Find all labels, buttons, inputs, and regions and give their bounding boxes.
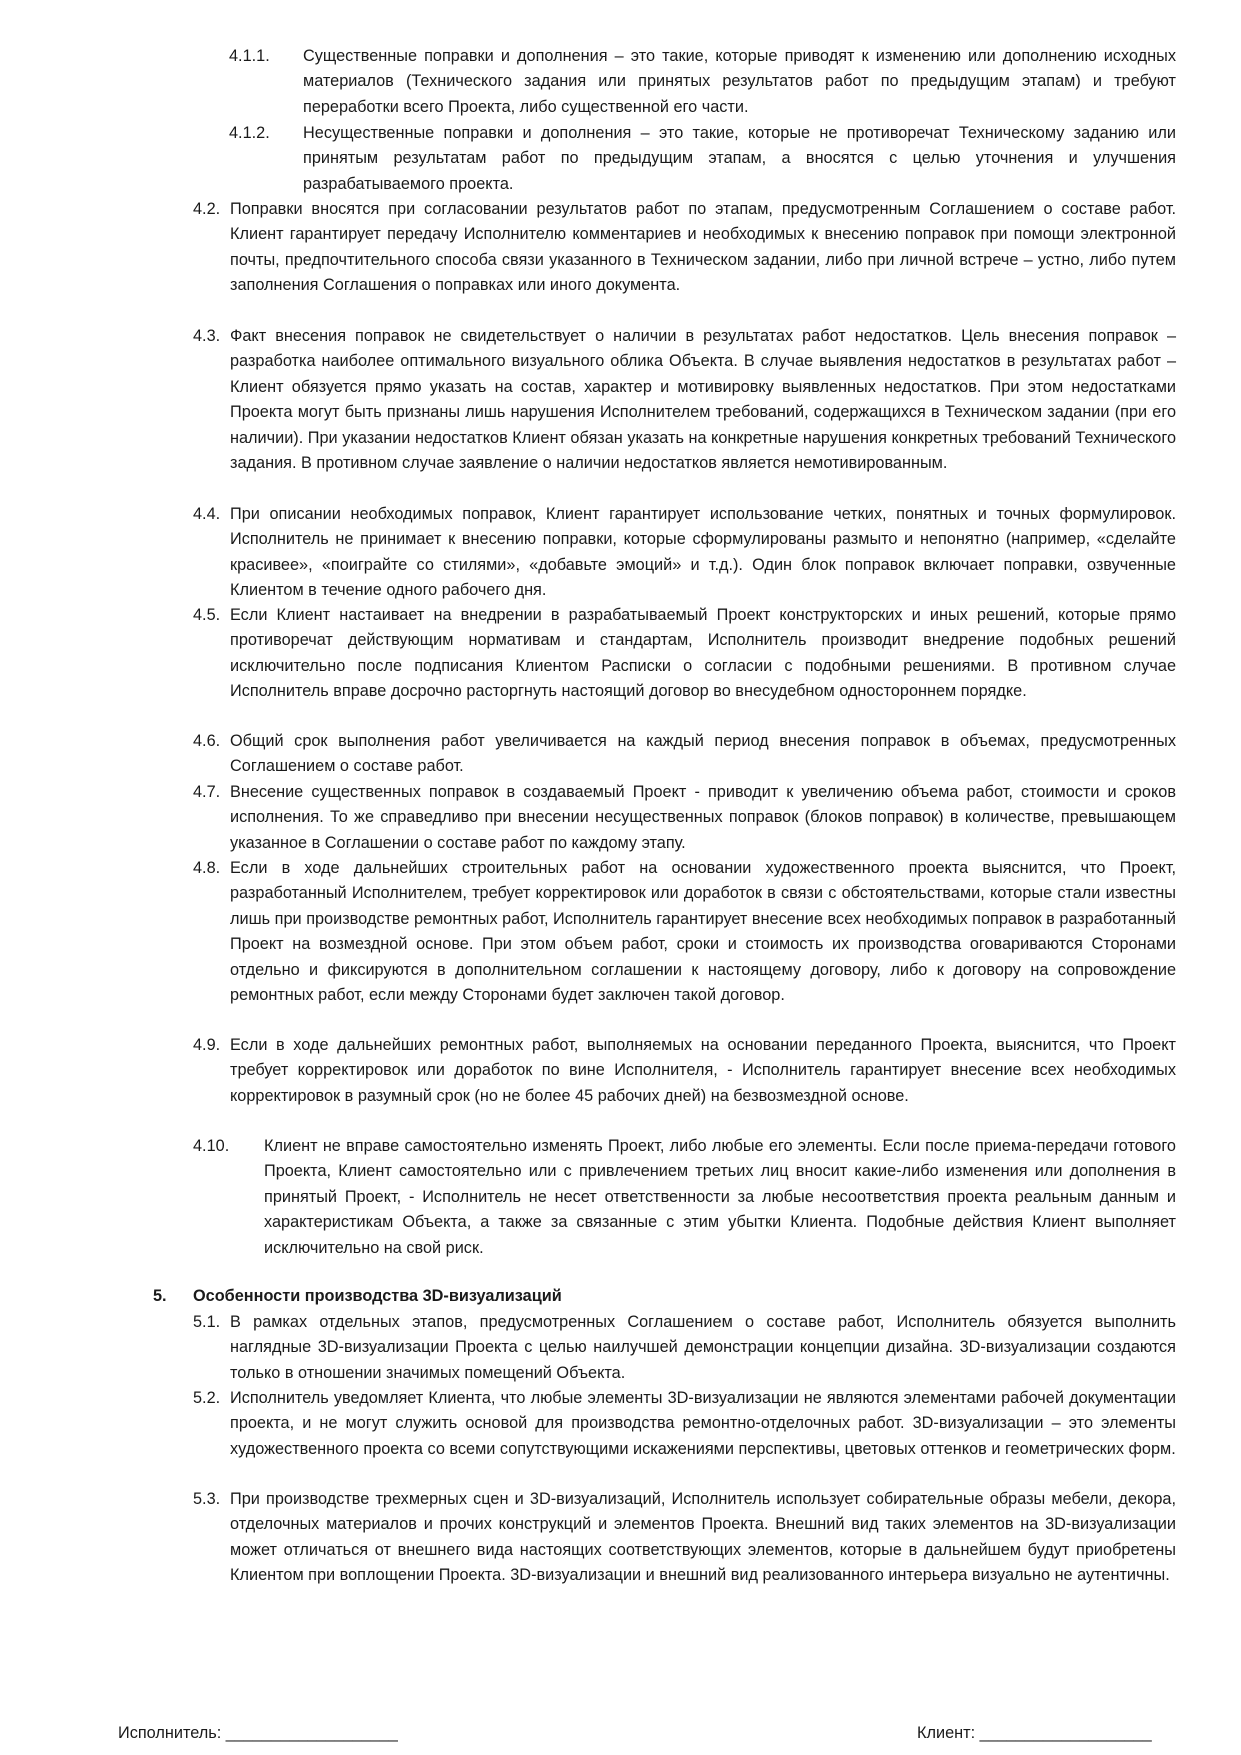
clause-number: 4.8. (193, 859, 221, 877)
section-title: Особенности производства 3D-визуализаций (193, 1287, 562, 1305)
clause-text: Исполнитель уведомляет Клиента, что любые элементы 3D-визуализации не являются элементами рабочей документации проекта, и не могут служить основой для производства ремонтно-отделочных работ. 3D-визуализации – это элементы художественного проекта со всеми сопутствующими искажениями перспективы, цветовых оттенков и геометрических форм. (230, 1389, 1176, 1458)
clause-number: 4.5. (193, 606, 221, 624)
clause-text: Клиент не вправе самостоятельно изменять Проект, либо любые его элементы. Если после приема-передачи готового Проекта, Клиент самостоятельно или с привлечением третьих лиц вносит какие-либо изменения или дополнения в принятый Проект, - Исполнитель не несет ответственности за любые несоответствия проекта реальным данным и характеристикам Объекта, а также за связанные с этим убытки Клиента. Подобные действия Клиент выполняет исключительно на свой риск. (264, 1137, 1176, 1257)
clause-text: При описании необходимых поправок, Клиент гарантирует использование четких, понятных и точных формулировок. Исполнитель не принимает к внесению поправки, которые сформулированы размыто и непонятно (например, «сделайте красивее», «поиграйте со стилями», «добавьте эмоций» и т.д.). Один блок поправок включает поправки, озвученные Клиентом в течение одного рабочего дня. (230, 505, 1176, 600)
clause-number: 4.2. (193, 200, 221, 218)
clause-text: Общий срок выполнения работ увеличивается на каждый период внесения поправок в объемах, предусмотренных Соглашением о составе работ. (230, 732, 1176, 776)
clause-number: 4.9. (193, 1036, 221, 1054)
clause-4-2 (193, 197, 1176, 299)
clause-text: Если в ходе дальнейших ремонтных работ, выполняемых на основании переданного Проекта, выяснится, что Проект требует корректировок или доработок по вине Исполнителя, - Исполнитель гарантирует внесение всех необходимых корректировок в разумный срок (но не более 45 рабочих дней) на безвозмездной основе. (230, 1036, 1176, 1105)
clause-4-7 (193, 780, 1176, 856)
clause-4-1-2 (229, 121, 1176, 197)
clause-number: 4.3. (193, 327, 221, 345)
clause-5-3 (193, 1487, 1176, 1589)
clause-text: Факт внесения поправок не свидетельствует о наличии в результатах работ недостатков. Цель внесения поправок – разработка наиболее оптимального визуального облика Объекта. В случае выявления недостатков в результатах работ – Клиент обязуется прямо указать на состав, характер и мотивировку выявленных недостатков. При этом недостатками Проекта могут быть признаны лишь нарушения Исполнителем требований, содержащихся в Техническом задании (при его наличии). При указании недостатков Клиент обязан указать на конкретные нарушения конкретных требований Технического задания. В противном случае заявление о наличии недостатков является немотивированным. (230, 327, 1176, 473)
clause-number: 4.10. (193, 1137, 230, 1155)
section-5-heading (153, 1284, 562, 1309)
clause-4-4 (193, 502, 1176, 604)
clause-text: Если Клиент настаивает на внедрении в разрабатываемый Проект конструкторских и иных решений, которые прямо противоречат действующим нормативам и стандартам, Исполнитель производит внедрение подобных решений исключительно после подписания Клиентом Расписки о согласии с подобными решениями. В противном случае Исполнитель вправе досрочно расторгнуть настоящий договор во внесудебном одностороннем порядке. (230, 606, 1176, 701)
clause-text: Существенные поправки и дополнения – это такие, которые приводят к изменению или дополнению исходных материалов (Технического задания или принятых результатов работ по предыдущим этапам) и требуют переработки всего Проекта, либо существенной его части. (303, 47, 1176, 116)
clause-number: 5.3. (193, 1490, 221, 1508)
clause-number: 4.4. (193, 505, 221, 523)
clause-4-3 (193, 324, 1176, 476)
clause-number: 5.2. (193, 1389, 221, 1407)
clause-5-1 (193, 1310, 1176, 1386)
clause-4-6 (193, 729, 1176, 780)
client-signature-line: Клиент: ___________________ (917, 1724, 1152, 1742)
clause-4-8 (193, 856, 1176, 1008)
clause-4-5 (193, 603, 1176, 705)
clause-text: Несущественные поправки и дополнения – это такие, которые не противоречат Техническому заданию или принятым результатам работ по предыдущим этапам, а вносятся с целью уточнения и улучшения разрабатываемого проекта. (303, 124, 1176, 193)
clause-text: В рамках отдельных этапов, предусмотренных Соглашением о составе работ, Исполнитель обязуется выполнить наглядные 3D-визуализации Проекта с целью наилучшей демонстрации концепции дизайна. 3D-визуализации создаются только в отношении значимых помещений Объекта. (230, 1313, 1176, 1382)
clause-number: 4.6. (193, 732, 221, 750)
clause-4-1-1 (229, 44, 1176, 120)
executor-signature-line: Исполнитель: ___________________ (118, 1724, 398, 1742)
clause-text: Поправки вносятся при согласовании результатов работ по этапам, предусмотренным Соглашением о составе работ. Клиент гарантирует передачу Исполнителю комментариев и необходимых к внесению поправок при помощи электронной почты, предпочтительного способа связи указанного в Техническом задании, либо при личной встрече – устно, либо путем заполнения Соглашения о поправках или иного документа. (230, 200, 1176, 295)
clause-number: 4.1.2. (229, 124, 270, 142)
clause-text: Внесение существенных поправок в создаваемый Проект - приводит к увеличению объема работ, стоимости и сроков исполнения. То же справедливо при внесении несущественных поправок (блоков поправок) в количестве, превышающем указанное в Соглашении о составе работ по каждому этапу. (230, 783, 1176, 852)
clause-number: 4.7. (193, 783, 221, 801)
clause-text: При производстве трехмерных сцен и 3D-визуализаций, Исполнитель использует собирательные образы мебели, декора, отделочных материалов и прочих конструкций и элементов Проекта. Внешний вид таких элементов на 3D-визуализации может отличаться от внешнего вида настоящих соответствующих элементов, которые в дальнейшем будут приобретены Клиентом при воплощении Проекта. 3D-визуализации и внешний вид реализованного интерьера визуально не аутентичны. (230, 1490, 1176, 1585)
clause-4-9 (193, 1033, 1176, 1109)
clause-text: Если в ходе дальнейших строительных работ на основании художественного проекта выяснится, что Проект, разработанный Исполнителем, требует корректировок или доработок в связи с обстоятельствами, которые стали известны лишь при производстве ремонтных работ, Исполнитель гарантирует внесение всех необходимых поправок в разработанный Проект на возмездной основе. При этом объем работ, сроки и стоимость их производства оговариваются Сторонами отдельно и фиксируются в дополнительном соглашении к настоящему договору, либо к договору на сопровождение ремонтных работ, если между Сторонами будет заключен такой договор. (230, 859, 1176, 1005)
clause-5-2 (193, 1386, 1176, 1462)
clause-number: 4.1.1. (229, 47, 270, 65)
section-number: 5. (153, 1287, 167, 1305)
clause-4-10 (193, 1134, 1176, 1261)
clause-number: 5.1. (193, 1313, 221, 1331)
